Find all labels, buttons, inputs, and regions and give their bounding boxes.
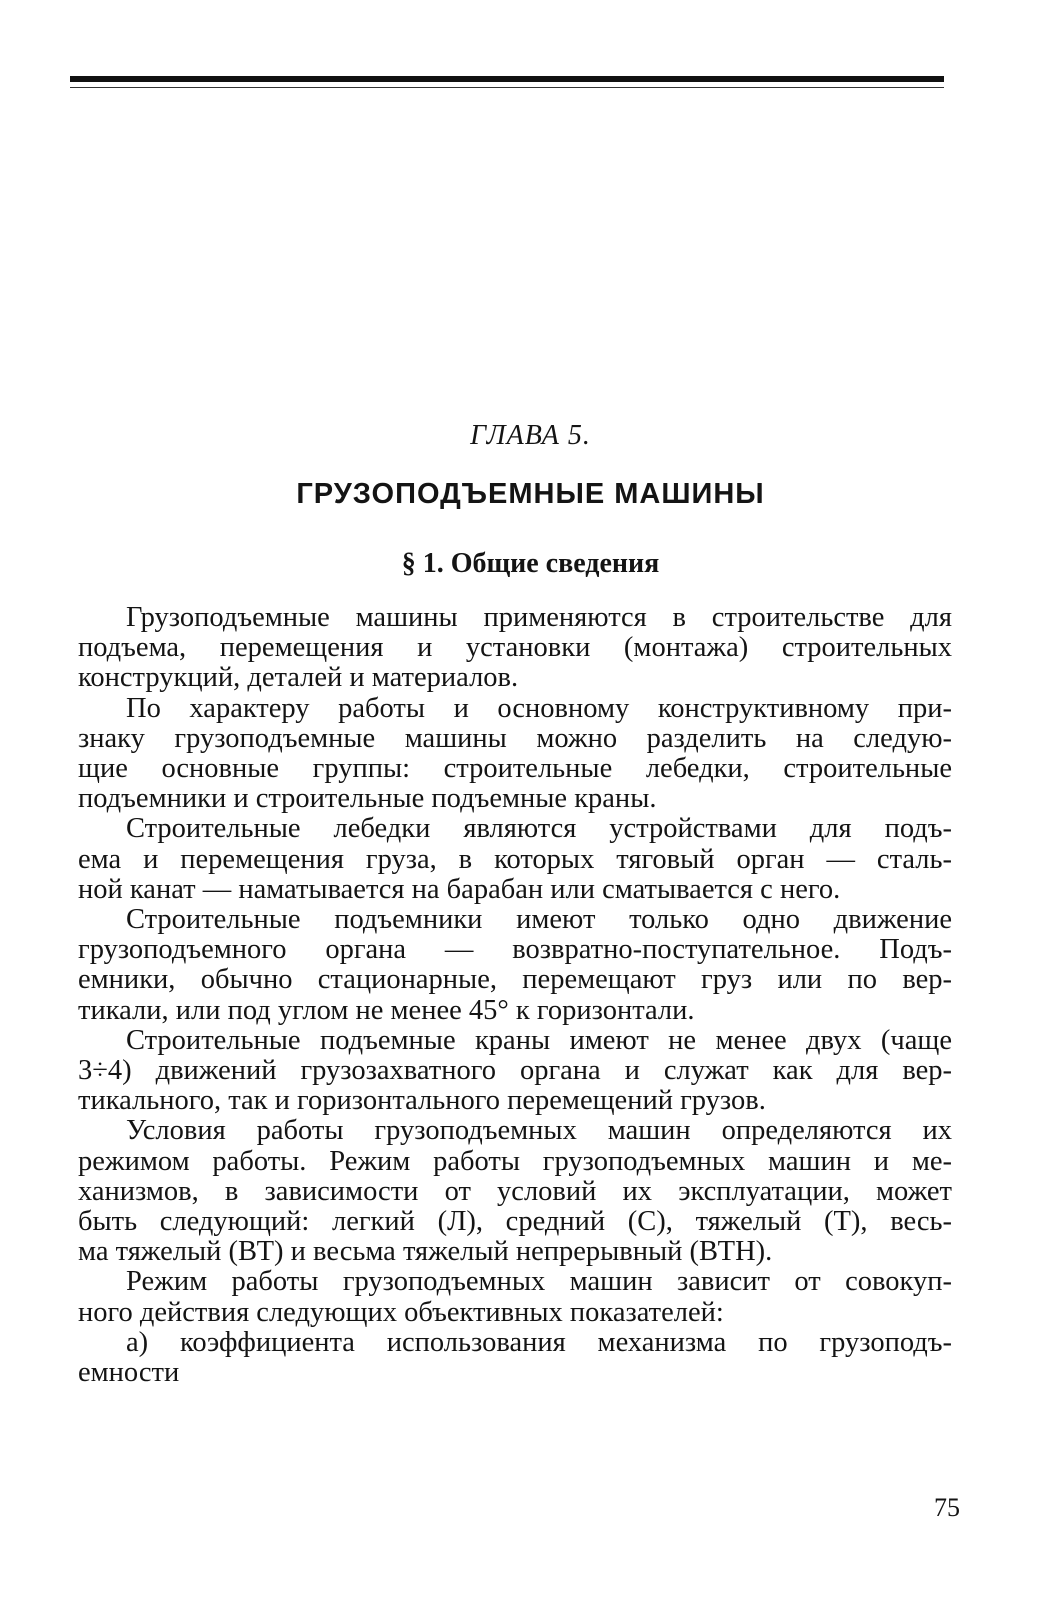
header-rule-thin bbox=[70, 87, 944, 88]
paragraph bbox=[78, 694, 952, 815]
text-line: Строительные подъемные краны имеют не менее двух (чаще bbox=[126, 1025, 952, 1056]
text-line: тикального, так и горизонтального перемещений грузов. bbox=[78, 1086, 766, 1117]
text-line: По характеру работы и основному конструктивному при- bbox=[126, 693, 952, 724]
text-line: щие основные группы: строительные лебедки, строительные bbox=[78, 754, 952, 785]
paragraph bbox=[78, 1116, 952, 1267]
text-line: ма тяжелый (ВТ) и весьма тяжелый непрерывный (ВТН). bbox=[78, 1237, 773, 1268]
paragraph bbox=[78, 1328, 952, 1388]
text-line: 3÷4) движений грузозахватного органа и служат как для вер- bbox=[78, 1056, 952, 1087]
paragraph bbox=[78, 603, 952, 694]
text-line: подъема, перемещения и установки (монтажа) строительных bbox=[78, 633, 952, 664]
text-line: ной канат — наматывается на барабан или сматывается с него. bbox=[78, 874, 841, 905]
text-line: емники, обычно стационарные, перемещают груз или по вер- bbox=[78, 965, 952, 996]
chapter-label: ГЛАВА 5. bbox=[470, 420, 591, 451]
text-line: ханизмов, в зависимости от условий их эксплуатации, может bbox=[78, 1176, 952, 1207]
text-line: емности bbox=[78, 1358, 180, 1389]
text-line: Условия работы грузоподъемных машин определяются их bbox=[126, 1116, 952, 1147]
text-line: тикали, или под углом не менее 45° к горизонтали. bbox=[78, 995, 695, 1026]
text-line: быть следующий: легкий (Л), средний (С), тяжелый (Т), весь- bbox=[78, 1207, 952, 1238]
text-line: режимом работы. Режим работы грузоподъемных машин и ме- bbox=[78, 1146, 952, 1177]
text-line: конструкций, деталей и материалов. bbox=[78, 663, 519, 694]
body-text bbox=[78, 603, 952, 1388]
paragraph bbox=[78, 1267, 952, 1327]
text-line: подъемники и строительные подъемные краны. bbox=[78, 784, 657, 815]
text-line: Грузоподъемные машины применяются в строительстве для bbox=[126, 603, 952, 633]
text-line: грузоподъемного органа — возвратно-поступательное. Подъ- bbox=[78, 935, 952, 966]
text-line: Режим работы грузоподъемных машин зависит от совокуп- bbox=[126, 1267, 952, 1298]
text-line: знаку грузоподъемные машины можно разделить на следую- bbox=[78, 723, 952, 754]
text-line: ного действия следующих объективных показателей: bbox=[78, 1297, 724, 1328]
chapter-title: ГРУЗОПОДЪЕМНЫЕ МАШИНЫ bbox=[296, 478, 765, 510]
paragraph bbox=[78, 1026, 952, 1117]
paragraph bbox=[78, 814, 952, 905]
text-line: Строительные подъемники имеют только одно движение bbox=[126, 905, 952, 936]
paragraph bbox=[78, 905, 952, 1026]
section-title: § 1. Общие сведения bbox=[401, 548, 660, 579]
text-line: ема и перемещения груза, в которых тяговый орган — сталь- bbox=[78, 844, 952, 875]
text-line: а) коэффициента использования механизма по грузоподъ- bbox=[126, 1327, 952, 1358]
text-line: Строительные лебедки являются устройствами для подъ- bbox=[126, 814, 952, 845]
header-rule-thick bbox=[70, 76, 944, 82]
page-number: 75 bbox=[934, 1493, 960, 1522]
